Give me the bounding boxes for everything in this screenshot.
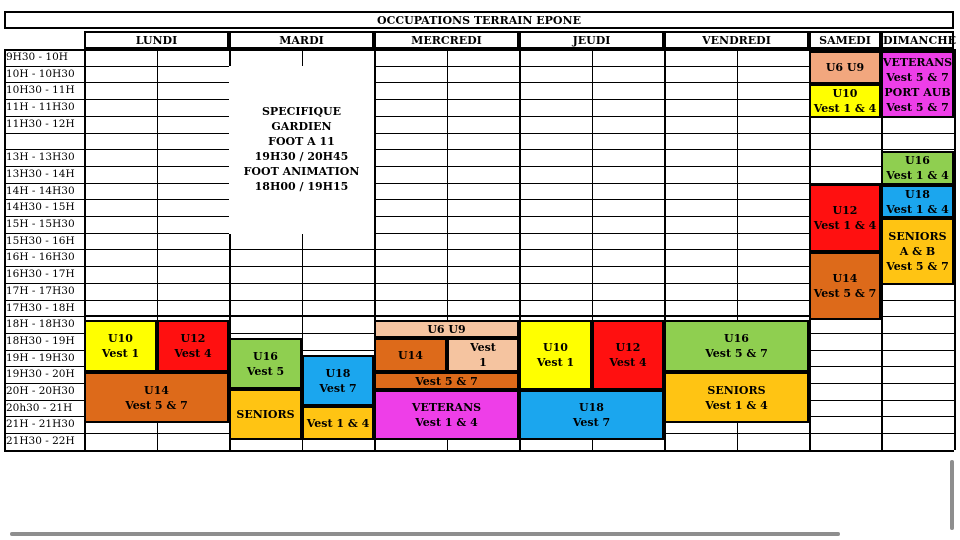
block-mardi-vest14: Vest 1 & 4 bbox=[302, 406, 374, 440]
time-label: 17H30 - 18H bbox=[6, 301, 75, 314]
time-label: 14H30 - 15H bbox=[6, 201, 75, 214]
day-header-lundi: LUNDI bbox=[84, 31, 229, 49]
time-label: 11H30 - 12H bbox=[6, 117, 75, 130]
vertical-scrollbar[interactable] bbox=[950, 460, 954, 530]
time-label: 13H30 - 14H bbox=[6, 167, 75, 180]
time-label: 21H30 - 22H bbox=[6, 435, 75, 448]
block-lundi-u14: U14 Vest 5 & 7 bbox=[84, 372, 229, 423]
grid-row-line bbox=[4, 450, 954, 452]
time-label: 14H - 14H30 bbox=[6, 184, 75, 197]
block-mercredi-vest57: Vest 5 & 7 bbox=[374, 372, 519, 390]
block-samedi-u6u9: U6 U9 bbox=[809, 51, 881, 84]
time-label: 16H - 16H30 bbox=[6, 251, 75, 264]
time-label: 18H30 - 19H bbox=[6, 334, 75, 347]
block-mardi-u16: U16 Vest 5 bbox=[229, 338, 302, 389]
grid-row-line bbox=[4, 166, 954, 167]
grid-column-line bbox=[4, 49, 6, 450]
block-mercredi-u14: U14 bbox=[374, 338, 447, 372]
time-label: 11H - 11H30 bbox=[6, 101, 75, 114]
block-mardi-u18: U18 Vest 7 bbox=[302, 355, 374, 406]
block-mardi-specifique: SPECIFIQUE GARDIEN FOOT A 11 19H30 / 20H45 FOOT ANIMATION 18H00 / 19H15 bbox=[229, 66, 374, 234]
block-samedi-u14: U14 Vest 5 & 7 bbox=[809, 252, 881, 320]
day-header-dimanche: DIMANCHE bbox=[881, 31, 954, 49]
day-header-samedi: SAMEDI bbox=[809, 31, 881, 49]
schedule-title: OCCUPATIONS TERRAIN EPONE bbox=[4, 11, 954, 29]
block-mardi-seniors: SENIORS bbox=[229, 389, 302, 440]
block-vendredi-seniors: SENIORS Vest 1 & 4 bbox=[664, 372, 809, 423]
time-label: 19H30 - 20H bbox=[6, 368, 75, 381]
time-label: 10H - 10H30 bbox=[6, 67, 75, 80]
block-samedi-u10: U10 Vest 1 & 4 bbox=[809, 84, 881, 118]
horizontal-scrollbar[interactable] bbox=[10, 532, 840, 536]
time-label: 16H30 - 17H bbox=[6, 268, 75, 281]
grid-column-line bbox=[954, 49, 956, 450]
block-dimanche-seniors: SENIORS A & B Vest 5 & 7 bbox=[881, 218, 954, 285]
time-label: 20H - 20H30 bbox=[6, 385, 75, 397]
block-mercredi-vest1: Vest 1 bbox=[447, 338, 519, 372]
block-vendredi-u16: U16 Vest 5 & 7 bbox=[664, 320, 809, 372]
time-label: 17H - 17H30 bbox=[6, 284, 75, 297]
grid-row-line bbox=[4, 149, 954, 150]
block-mercredi-u6u9: U6 U9 bbox=[374, 320, 519, 338]
day-header-jeudi: JEUDI bbox=[519, 31, 664, 49]
time-label: 21H - 21H30 bbox=[6, 418, 75, 431]
evening-separator-line bbox=[84, 315, 809, 317]
time-label: 18H - 18H30 bbox=[6, 318, 75, 331]
time-label: 10H30 - 11H bbox=[6, 84, 75, 97]
time-label: 13H - 13H30 bbox=[6, 151, 75, 164]
time-label: 15H - 15H30 bbox=[6, 218, 75, 230]
block-dimanche-u16: U16 Vest 1 & 4 bbox=[881, 151, 954, 185]
block-dimanche-u18: U18 Vest 1 & 4 bbox=[881, 185, 954, 218]
block-dimanche-veterans: VETERANS Vest 5 & 7 PORT AUB Vest 5 & 7 bbox=[881, 51, 954, 118]
time-label: 20h30 - 21H bbox=[6, 401, 73, 414]
time-label bbox=[4, 133, 84, 150]
day-header-mardi: MARDI bbox=[229, 31, 374, 49]
day-header-vendredi: VENDREDI bbox=[664, 31, 809, 49]
grid-row-line bbox=[4, 133, 954, 134]
block-jeudi-u12: U12 Vest 4 bbox=[592, 320, 664, 390]
block-samedi-u12: U12 Vest 1 & 4 bbox=[809, 184, 881, 252]
time-label: 19H - 19H30 bbox=[6, 351, 75, 364]
time-label: 9H30 - 10H bbox=[6, 51, 68, 63]
block-jeudi-u18: U18 Vest 7 bbox=[519, 390, 664, 440]
block-lundi-u12: U12 Vest 4 bbox=[157, 320, 229, 372]
block-jeudi-u10: U10 Vest 1 bbox=[519, 320, 592, 390]
block-mercredi-veterans: VETERANS Vest 1 & 4 bbox=[374, 390, 519, 440]
block-lundi-u10: U10 Vest 1 bbox=[84, 320, 157, 372]
day-header-mercredi: MERCREDI bbox=[374, 31, 519, 49]
time-label: 15H30 - 16H bbox=[6, 234, 75, 247]
